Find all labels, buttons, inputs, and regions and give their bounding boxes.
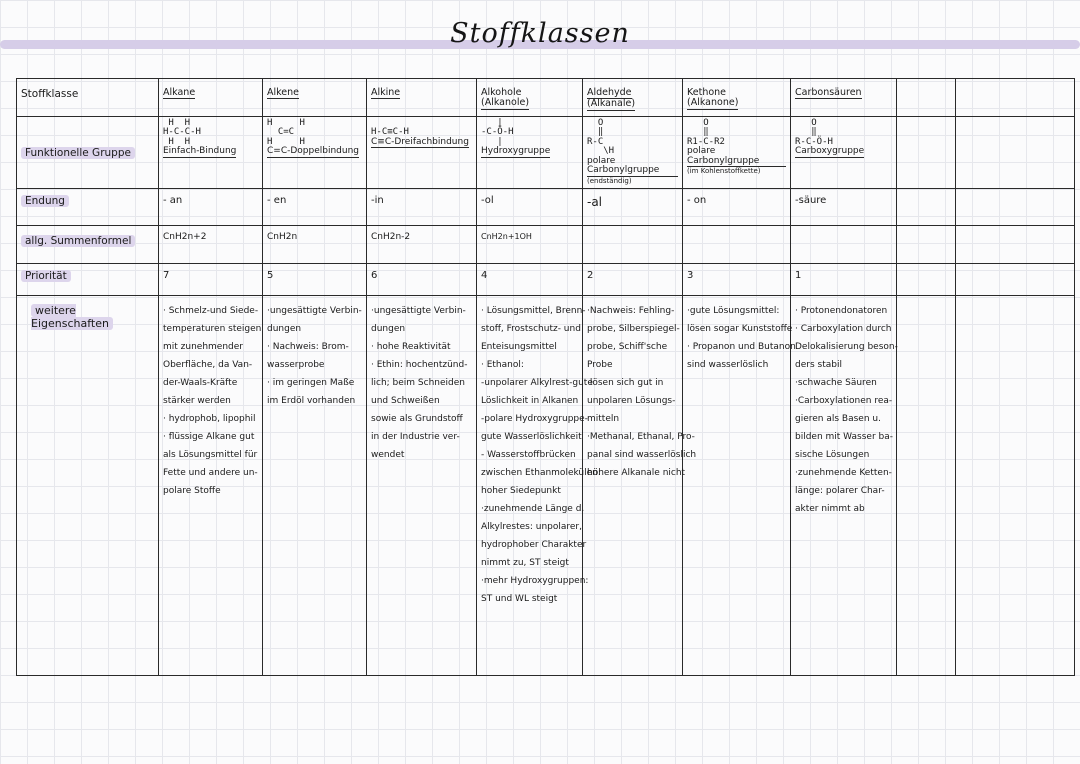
property-line: ·zunehmende Länge d. [481, 504, 585, 515]
formula-alkene: CnH2n [263, 226, 367, 264]
ending-aldehyde: -al [583, 189, 683, 226]
stoffklassen-table [16, 78, 1075, 676]
property-line: · flüssige Alkane gut [163, 432, 255, 443]
ending-alkine: -in [367, 189, 477, 226]
property-line: -unpolarer Alkylrest-gute [481, 378, 593, 389]
header-alkane [159, 79, 263, 117]
property-line: probe, Silberspiegel- [587, 324, 680, 335]
empty-cell [897, 296, 956, 676]
property-line: ·lösen sich gut in [587, 378, 664, 389]
formula-alkine: CnH2n-2 [367, 226, 477, 264]
property-line: ·Carboxylationen rea- [795, 396, 893, 407]
property-line: stärker werden [163, 396, 231, 407]
row-label-stoffklasse [17, 79, 159, 117]
row-label-endung [17, 189, 159, 226]
row-prioritaet [17, 264, 1075, 296]
property-line: · hydrophob, lipophil [163, 414, 256, 425]
property-line: als Lösungsmittel für [163, 450, 258, 461]
class-name: Alkene [267, 87, 300, 98]
header-carbonsaeuren [791, 79, 897, 117]
group-name: C≡C-Dreifachbindung [371, 136, 469, 147]
structure-formula: H H C=C H H [267, 118, 305, 147]
property-line: hoher Siedepunkt [481, 486, 561, 497]
empty-cell [956, 117, 1075, 189]
property-line: unpolaren Lösungs- [587, 396, 676, 407]
priority-alkene: 5 [263, 264, 367, 296]
empty-cell [897, 189, 956, 226]
props-alkene [263, 296, 367, 676]
formula-alkane: CnH2n+2 [159, 226, 263, 264]
property-line: ·Nachweis: Fehling- [587, 306, 675, 317]
property-line: · Carboxylation durch [795, 324, 892, 335]
empty-cell [956, 189, 1075, 226]
property-line: zwischen Ethanmolekülen: [481, 468, 601, 479]
property-line: ·ungesättigte Verbin- [267, 306, 362, 317]
priority-alkane: 7 [159, 264, 263, 296]
ending-carbonsaeuren: -säure [791, 189, 897, 226]
label-text: Funktionelle Gruppe [21, 147, 135, 159]
property-line: dungen [371, 324, 406, 335]
property-line: lösen sogar Kunststoffe [687, 324, 793, 335]
property-line: mit zunehmender [163, 342, 243, 353]
header-alkene [263, 79, 367, 117]
empty-cell [956, 264, 1075, 296]
group-alkane [159, 117, 263, 189]
class-subname: (Alkanone) [687, 97, 739, 109]
empty-cell [583, 226, 683, 264]
header-alkohole [477, 79, 583, 117]
priority-carbonsaeuren: 1 [791, 264, 897, 296]
property-line: · Nachweis: Brom- [267, 342, 349, 353]
empty-cell [897, 264, 956, 296]
priority-alkohole: 4 [477, 264, 583, 296]
ending-alkohole: -ol [477, 189, 583, 226]
property-line: bilden mit Wasser ba- [795, 432, 893, 443]
props-alkine [367, 296, 477, 676]
property-line: panal sind wasserlöslich [587, 450, 697, 461]
property-line: sische Lösungen [795, 450, 870, 461]
property-line: · hohe Reaktivität [371, 342, 451, 353]
row-funktionelle-gruppe [17, 117, 1075, 189]
property-line: Enteisungsmittel [481, 342, 557, 353]
ending-kethone: - on [683, 189, 791, 226]
property-line: höhere Alkanale nicht [587, 468, 686, 479]
label-text: Priorität [21, 270, 71, 282]
property-line: stoff, Frostschutz- und [481, 324, 581, 335]
structure-formula: H-C≡C-H [371, 127, 409, 138]
property-line: und Schweißen [371, 396, 440, 407]
row-label-eigenschaften [17, 296, 159, 676]
row-label-prioritaet [17, 264, 159, 296]
priority-kethone: 3 [683, 264, 791, 296]
props-aldehyde [583, 296, 697, 676]
label-text: weitere Eigenschaften [31, 304, 113, 330]
ending-alkane: - an [159, 189, 263, 226]
property-line: ·schwache Säuren [795, 378, 877, 389]
row-label-funktionelle-gruppe [17, 117, 159, 189]
property-line: sowie als Grundstoff [371, 414, 463, 425]
property-line: -polare Hydroxygruppe- [481, 414, 588, 425]
props-kethone [683, 296, 796, 676]
property-line: - Wasserstoffbrücken [481, 450, 576, 461]
row-stoffklasse [17, 79, 1075, 117]
empty-cell [683, 226, 791, 264]
property-line: im Erdöl vorhanden [267, 396, 356, 407]
property-line: · Protonendonatoren [795, 306, 888, 317]
group-name: Carboxygruppe [795, 146, 865, 157]
label-text: allg. Summenformel [21, 235, 135, 247]
property-line: · im geringen Maße [267, 378, 355, 389]
class-subname: (Alkanole) [481, 97, 530, 109]
page-title: Stoffklassen [450, 18, 630, 49]
group-name: Einfach-Bindung [163, 146, 237, 157]
label-text: Stoffklasse [21, 88, 79, 100]
property-line: · Schmelz-und Siede- [163, 306, 259, 317]
row-summenformel [17, 226, 1075, 264]
structure-formula: O ‖ R-C \H [587, 118, 615, 157]
property-line: · Ethin: hochentzünd- [371, 360, 468, 371]
property-line: probe, Schiff'sche [587, 342, 668, 353]
empty-cell [897, 79, 956, 117]
label-text: Endung [21, 195, 69, 207]
property-line: Delokalisierung beson- [795, 342, 898, 353]
props-carbonsaeuren [791, 296, 897, 676]
property-line: · Propanon und Butanon [687, 342, 796, 353]
row-endung [17, 189, 1075, 226]
property-line: gieren als Basen u. [795, 414, 881, 425]
group-alkohole [477, 117, 583, 189]
empty-cell [897, 226, 956, 264]
class-name: Carbonsäuren [795, 87, 862, 98]
property-line: länge: polarer Char- [795, 486, 885, 497]
structure-formula: O ‖ R1-C-R2 [687, 118, 725, 147]
property-line: ·Methanal, Ethanal, Pro- [587, 432, 695, 443]
empty-cell [897, 117, 956, 189]
formula-alkohole: CnH2n+1OH [477, 226, 583, 264]
props-alkane [159, 296, 263, 676]
property-line: temperaturen steigen [163, 324, 262, 335]
property-line: · Lösungsmittel, Brenn- [481, 306, 586, 317]
property-line: lich; beim Schneiden [371, 378, 465, 389]
property-line: der-Waals-Kräfte [163, 378, 238, 389]
structure-formula: | -C-Ö-H | [481, 118, 514, 147]
property-line: mitteln [587, 414, 620, 425]
header-kethone [683, 79, 791, 117]
ending-alkene: - en [263, 189, 367, 226]
property-line: nimmt zu, ST steigt [481, 558, 569, 569]
property-line: Probe [587, 360, 613, 371]
class-name: Alkane [163, 87, 196, 98]
group-name: polare Carbonylgruppe [687, 147, 786, 167]
structure-formula: H H H-C-C-H H H [163, 118, 201, 147]
property-line: ·gute Lösungsmittel: [687, 306, 780, 317]
property-line: ders stabil [795, 360, 842, 371]
property-line: Alkylrestes: unpolarer, [481, 522, 582, 533]
row-label-summenformel [17, 226, 159, 264]
empty-cell [956, 79, 1075, 117]
property-line: gute Wasserlöslichkeit [481, 432, 582, 443]
class-name: Kethone [687, 87, 727, 98]
group-note: (endständig) [587, 176, 632, 185]
property-line: · Ethanol: [481, 360, 524, 371]
property-line: ·mehr Hydroxygruppen: [481, 576, 589, 587]
property-line: Oberfläche, da Van- [163, 360, 253, 371]
priority-alkine: 6 [367, 264, 477, 296]
property-line: ·ungesättigte Verbin- [371, 306, 466, 317]
group-alkene [263, 117, 367, 189]
empty-cell [956, 296, 1075, 676]
property-line: Fette und andere un- [163, 468, 258, 479]
structure-formula: O ‖ R-C-Ö-H [795, 118, 833, 147]
group-note: (im Kohlenstoffkette) [687, 167, 761, 176]
group-alkine [367, 117, 477, 189]
property-line: in der Industrie ver- [371, 432, 460, 443]
header-aldehyde [583, 79, 683, 117]
class-name: Alkohole [481, 87, 522, 98]
class-name: Alkine [371, 87, 401, 98]
group-name: C=C-Doppelbindung [267, 146, 360, 157]
property-line: Löslichkeit in Alkanen [481, 396, 579, 407]
property-line: wasserprobe [267, 360, 325, 371]
empty-cell [956, 226, 1075, 264]
empty-cell [791, 226, 897, 264]
group-name: Hydroxygruppe [481, 146, 551, 157]
header-alkine [367, 79, 477, 117]
property-line: sind wasserlöslich [687, 360, 769, 371]
class-name: Aldehyde [587, 87, 632, 98]
row-eigenschaften [17, 296, 1075, 676]
class-subname: (Alkanale) [587, 98, 636, 110]
property-line: dungen [267, 324, 302, 335]
property-line: wendet [371, 450, 405, 461]
property-line: ST und WL steigt [481, 594, 558, 605]
group-aldehyde [583, 117, 683, 189]
property-line: ·zunehmende Ketten- [795, 468, 892, 479]
group-name: polare Carbonylgruppe [587, 157, 678, 177]
group-kethone [683, 117, 791, 189]
property-line: polare Stoffe [163, 486, 221, 497]
group-carbonsaeuren [791, 117, 897, 189]
priority-aldehyde: 2 [583, 264, 683, 296]
property-line: akter nimmt ab [795, 504, 865, 515]
property-line: hydrophober Charakter [481, 540, 587, 551]
